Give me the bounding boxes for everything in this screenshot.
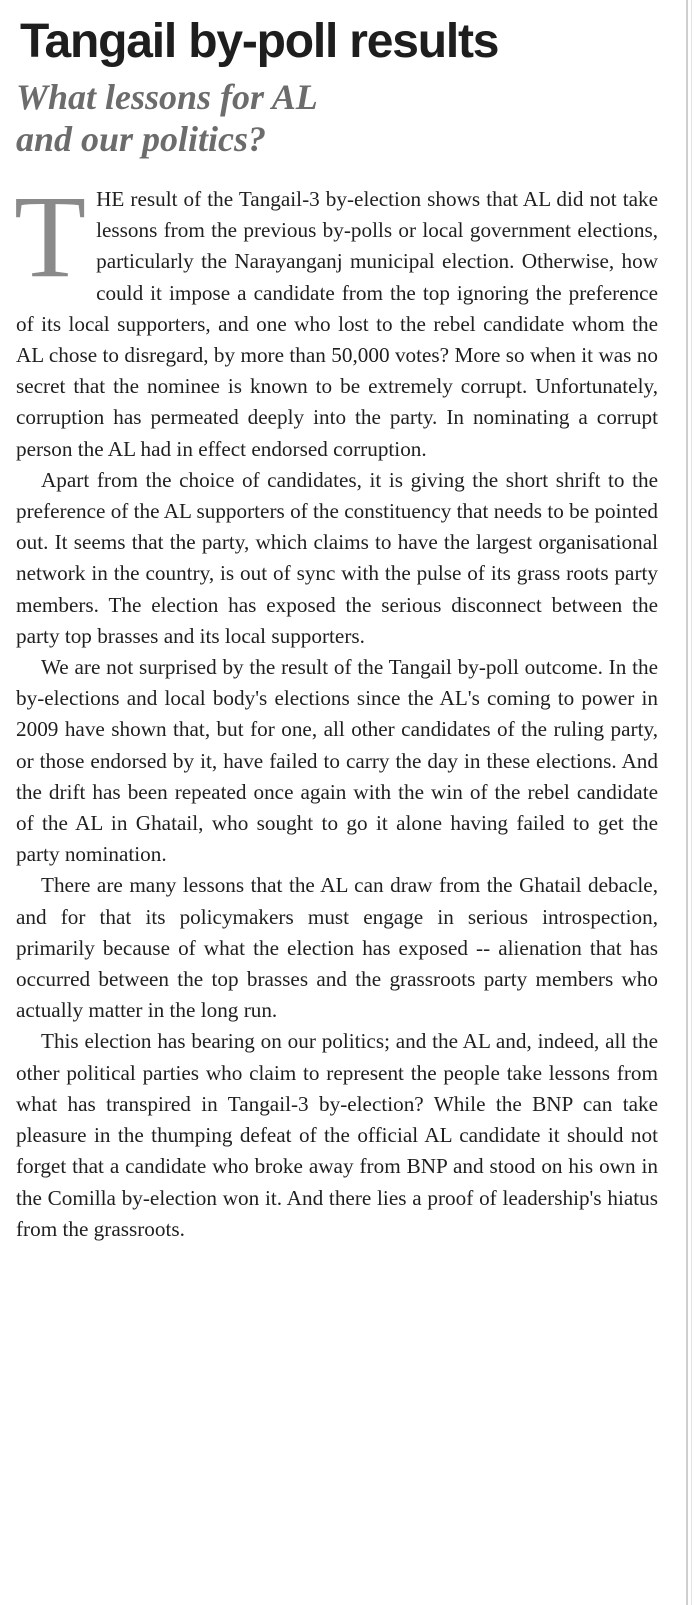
subhead-line-2: and our politics? xyxy=(16,119,267,159)
article-body xyxy=(14,171,658,1245)
article-subhead xyxy=(16,76,658,160)
article-headline: Tangail by-poll results xyxy=(20,15,499,68)
drop-cap: T xyxy=(14,171,87,302)
paragraph-5: This election has bearing on our politics; and the AL and, indeed, all the other political parties who claim to represent the people take lessons from what has transpired in Tangail-3 by-election? While the BNP can take pleasure in the thumping defeat of the official AL candidate it should not forget that a candidate who broke away from BNP and stood on his own in the Comilla by-election won it. And there lies a proof of leadership's hiatus from the grassroots. xyxy=(16,1029,658,1241)
paragraph-4: There are many lessons that the AL can draw from the Ghatail debacle, and for that its policymakers must engage in serious introspection, primarily because of what the election has exposed -- alienation that has occurred between the top brasses and the grassroots party members who actually matter in the long run. xyxy=(16,873,658,1023)
column-rule xyxy=(686,0,688,1605)
paragraph-2: Apart from the choice of candidates, it is giving the short shrift to the preference of the AL supporters of the constituency that needs to be pointed out. It seems that the party, which claims to have the largest organisational network in the country, is out of sync with the pulse of its grass roots party members. The election has exposed the serious disconnect between the party top brasses and its local supporters. xyxy=(16,467,658,648)
editorial-article xyxy=(16,14,658,1245)
column-rule-secondary xyxy=(691,0,692,1605)
paragraph-1 xyxy=(14,171,658,465)
subhead-line-1: What lessons for AL xyxy=(16,77,318,117)
paragraph-3: We are not surprised by the result of the Tangail by-poll outcome. In the by-elections and local body's elections since the AL's coming to power in 2009 have shown that, but for one, all other candidates of the ruling party, or those endorsed by it, have failed to carry the day in these elections. And the drift has been repeated once again with the win of the rebel candidate of the AL in Ghatail, who sought to go it alone having failed to get the party nomination. xyxy=(16,655,658,867)
paragraph-1-text: HE result of the Tangail-3 by-election shows that AL did not take lessons from the previous by-polls or local government elections, particularly the Narayanganj municipal election. Otherwise, how could it impose a candidate from the top ignoring the preference of its local supporters, and one who lost to the rebel candidate whom the AL chose to disregard, by more than 50,000 votes? More so when it was no secret that the nominee is known to be extremely corrupt. Unfortunately, corruption has permeated deeply into the party. In nominating a corrupt person the AL had in effect endorsed corruption. xyxy=(16,187,658,461)
